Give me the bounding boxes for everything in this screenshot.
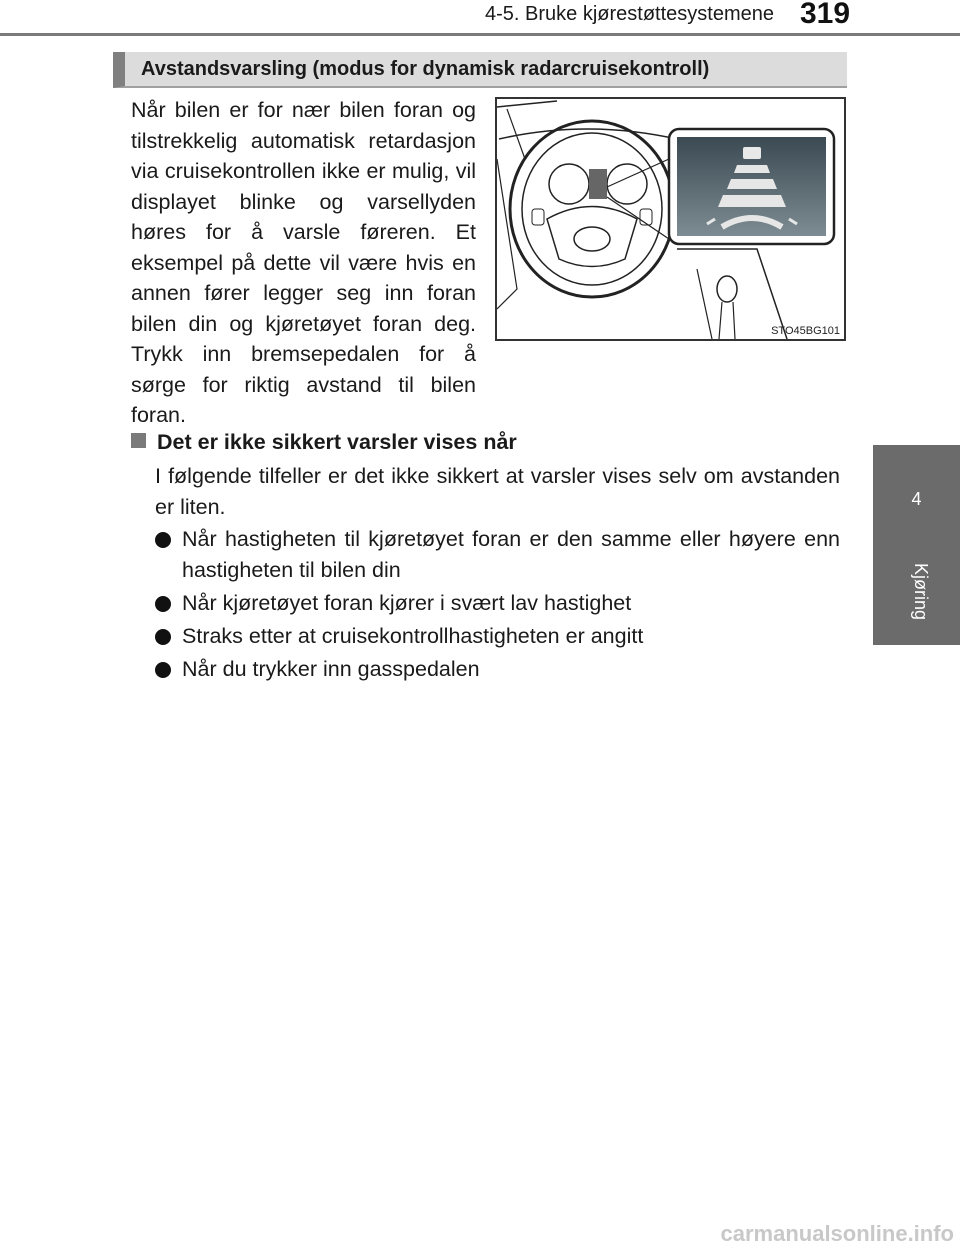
dashboard-illustration (495, 97, 846, 341)
list-item (155, 621, 840, 652)
dashboard-drawing (497, 99, 844, 339)
bullet-dot-icon (155, 662, 171, 678)
list-item (155, 654, 840, 685)
list-item (155, 524, 840, 586)
page-number: 319 (800, 0, 851, 30)
header-section-title: 4-5. Bruke kjørestøttesystemene (485, 3, 774, 25)
bullet-dot-icon (155, 596, 171, 612)
list-item-text: Når hastigheten til kjøretøyet foran er den samme eller høyere enn hastigheten til bilen din (182, 527, 840, 582)
subsection-title: Det er ikke sikkert varsler vises når (157, 430, 517, 454)
subsection-heading (131, 427, 831, 457)
list-item (155, 588, 840, 619)
condition-list (155, 524, 840, 687)
watermark: carmanualsonline.info (720, 1221, 954, 1246)
figure-code: STO45BG101 (771, 325, 840, 337)
bullet-dot-icon (155, 532, 171, 548)
header-rule (0, 33, 960, 36)
subsection-intro: I følgende tilfeller er det ikke sikkert at varsler vises selv om avstanden er liten. (155, 464, 840, 519)
chapter-tab-label: Kjøring (911, 563, 931, 621)
list-item-text: Når kjøretøyet foran kjører i svært lav hastighet (182, 591, 632, 615)
bullet-dot-icon (155, 629, 171, 645)
section-title: Avstandsvarsling (modus for dynamisk radarcruisekontroll) (141, 58, 710, 80)
section-header (113, 52, 847, 88)
square-bullet-icon (131, 433, 146, 448)
intro-paragraph: Når bilen er for nær bilen foran og tilstrekkelig automatisk retardasjon via cruisekontrollen ikke er mulig, vil displayet blinke og varsellyden høres for å varsle føreren. Et eksempel på dette vil være hvis en annen fører legger seg inn foran bilen din og kjøretøyet foran deg. Trykk inn bremsepedalen for å sørge for riktig avstand til bilen foran. (131, 98, 476, 427)
list-item-text: Straks etter at cruisekontrollhastigheten er angitt (182, 624, 644, 648)
chapter-tab[interactable] (873, 445, 960, 645)
list-item-text: Når du trykker inn gasspedalen (182, 657, 480, 681)
chapter-tab-number: 4 (911, 489, 922, 509)
